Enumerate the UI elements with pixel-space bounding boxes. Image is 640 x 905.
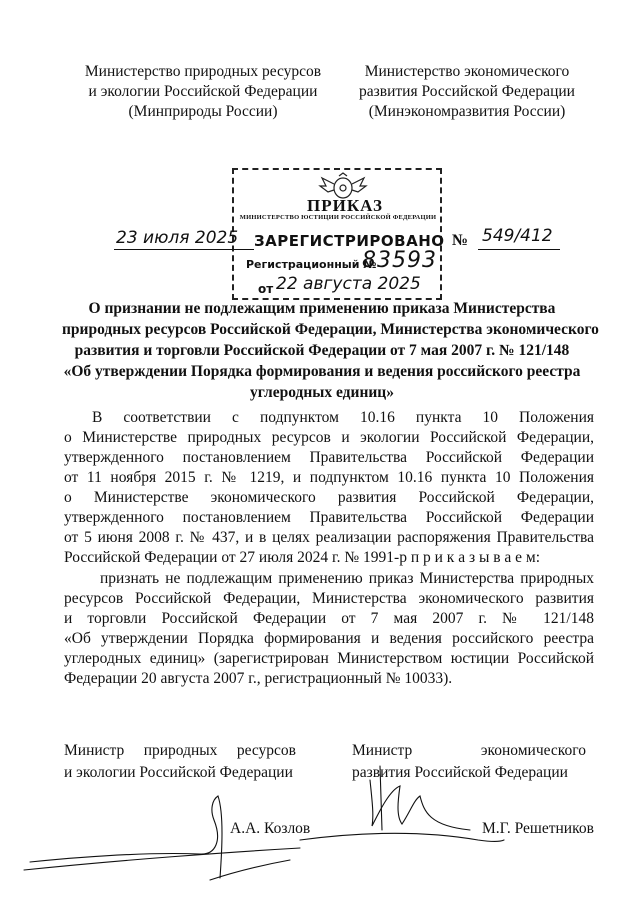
signature-right-stroke [380, 766, 382, 830]
ministry-left-header [68, 62, 338, 122]
ministry-left-line: (Минприроды России) [128, 103, 278, 120]
body-paragraph-2 [64, 569, 594, 689]
body-line: от 11 ноября 2015 г. № 1219, и подпунктом 10.16 пункта 10 Положения [64, 469, 594, 486]
stamp-from-label: от [258, 282, 274, 296]
signatory-title-line: Министр экономического [352, 742, 586, 759]
signature-left-stroke [210, 860, 290, 880]
stamp-registered-label: ЗАРЕГИСТРИРОВАНО [254, 232, 445, 250]
ministry-right-line: Министерство экономического [364, 63, 570, 80]
order-number: 549/412 [482, 226, 553, 246]
body-line: «Об утверждении Порядка формирования и ведения российского реестра [64, 630, 594, 647]
stamp-reg-number-label: Регистрационный № [246, 258, 377, 271]
title-line: природных ресурсов Российской Федерации, Министерства экономического [62, 321, 599, 338]
title-line: углеродных единиц» [250, 384, 394, 401]
ministry-right-line: (Минэкономразвития России) [368, 103, 566, 120]
signatory-title-line: развития Российской Федерации [352, 764, 568, 781]
body-line: утвержденного постановлением Правительства Российской Федерации [64, 449, 594, 466]
order-date: 23 июля 2025 [116, 228, 239, 248]
ministry-right-line: развития Российской Федерации [359, 83, 575, 100]
signature-left-stroke [30, 796, 222, 878]
body-line: от 5 июня 2008 г. № 437, и в целях реализации распоряжения Правительства [64, 529, 594, 546]
date-underline [114, 249, 254, 250]
signature-right-stroke [370, 780, 470, 830]
body-line: признать не подлежащим применению приказ Министерства природных [100, 570, 594, 587]
body-line: о Министерстве экономического развития Российской Федерации, [64, 489, 594, 506]
stamp-reg-date: 22 августа 2025 [276, 274, 421, 294]
body-line: ресурсов Российской Федерации, Министерства экономического развития [64, 590, 594, 607]
body-line: и торговли Российской Федерации от 7 мая 2007 г. № 121/148 [64, 610, 594, 627]
body-paragraph-1 [64, 408, 594, 568]
body-line: утвержденного постановлением Правительства Российской Федерации [64, 509, 594, 526]
title-line: «Об утверждении Порядка формирования и ведения российского реестра [63, 363, 581, 380]
signatory-title-line: Министр природных ресурсов [64, 742, 296, 759]
body-line: Федерации 20 августа 2007 г., регистрационный № 10033). [64, 670, 453, 687]
title-line: развития и торговли Российской Федерации от 7 мая 2007 г. № 121/148 [74, 342, 570, 359]
document-title [62, 298, 599, 403]
stamp-reg-number: 83593 [362, 248, 437, 273]
title-line: О признании не подлежащим применению приказа Министерства [88, 300, 556, 317]
body-line: Российской Федерации от 27 июля 2024 г. № 1991-р п р и к а з ы в а е м: [64, 549, 541, 566]
signatory-title-line: и экологии Российской Федерации [64, 764, 293, 781]
signature-right-stroke [300, 833, 504, 841]
order-type-heading: ПРИКАЗ [307, 196, 383, 215]
ministry-left-line: Министерство природных ресурсов [84, 63, 322, 80]
ministry-right-header [332, 62, 602, 122]
signatory-right-name: М.Г. Решетников [482, 820, 594, 837]
signatory-left-name: А.А. Козлов [230, 820, 311, 837]
body-line: углеродных единиц» (зарегистрирован Министерством юстиции Российской [64, 650, 594, 667]
order-number-prefix: № [452, 232, 469, 249]
body-line: о Министерстве природных ресурсов и экологии Российской Федерации, [64, 429, 594, 446]
ministry-left-line: и экологии Российской Федерации [88, 83, 318, 100]
stamp-department: МИНИСТЕРСТВО ЮСТИЦИИ РОССИЙСКОЙ ФЕДЕРАЦИИ [239, 214, 437, 221]
body-line: В соответствии с подпунктом 10.16 пункта 10 Положения [92, 409, 594, 426]
number-underline [478, 249, 560, 250]
